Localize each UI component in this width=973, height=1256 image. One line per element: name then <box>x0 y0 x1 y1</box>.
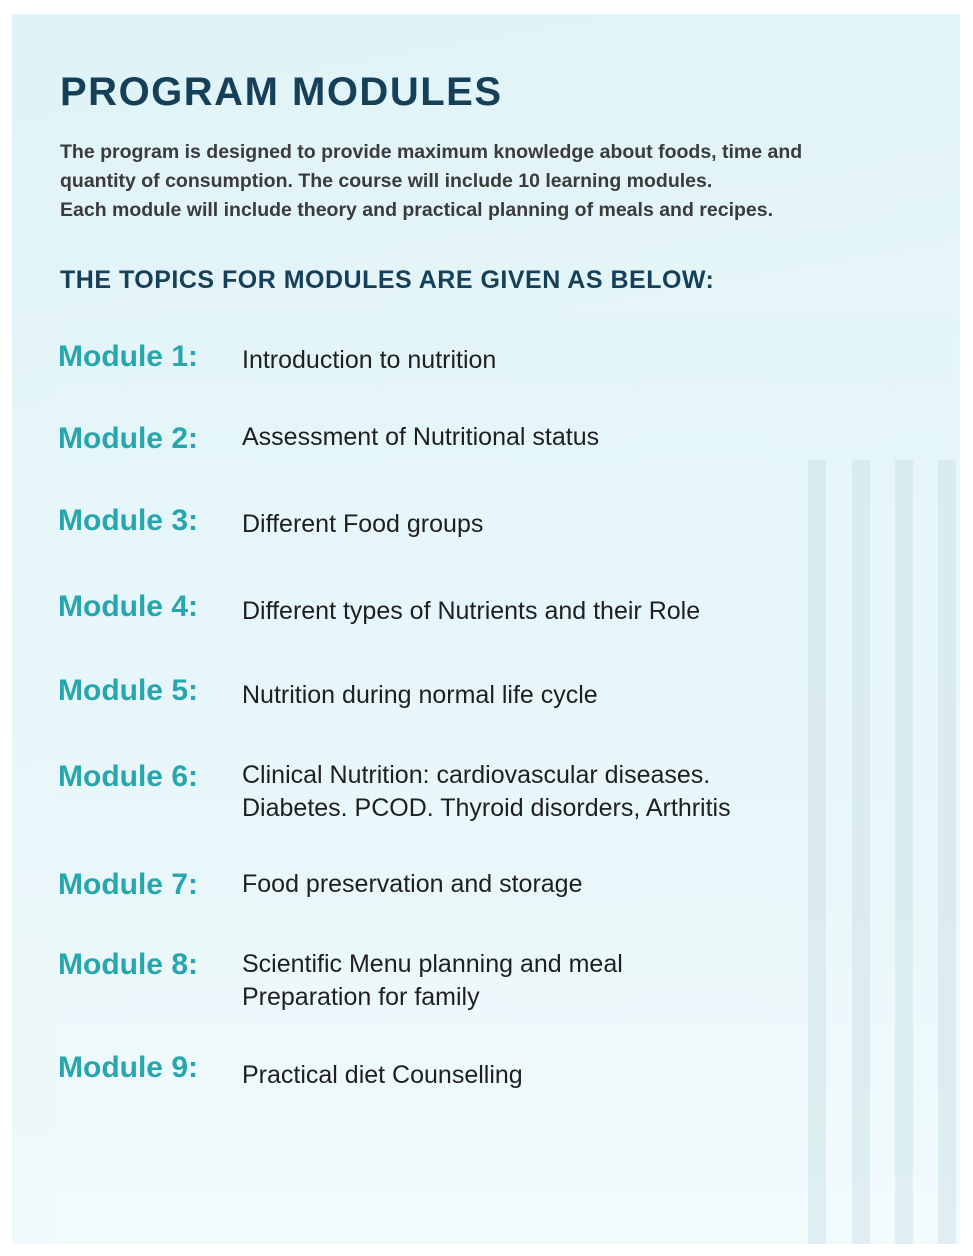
module-topic <box>242 1059 523 1092</box>
module-label: Module 9: <box>58 1051 198 1084</box>
module-topic-line: Nutrition during normal life cycle <box>242 681 598 709</box>
module-topic-line: Different types of Nutrients and their Role <box>242 597 701 625</box>
module-topic-line: Diabetes. PCOD. Thyroid disorders, Arthritis <box>242 794 731 822</box>
module-topic-line: Clinical Nutrition: cardiovascular diseases. <box>242 761 711 789</box>
module-topic-line: Preparation for family <box>242 983 480 1011</box>
module-label: Module 4: <box>58 590 198 623</box>
decorative-stripe <box>808 460 826 1244</box>
module-topic <box>242 508 483 541</box>
module-label: Module 8: <box>58 948 198 981</box>
module-topic-line: Scientific Menu planning and meal <box>242 950 623 978</box>
module-topic-line: Assessment of Nutritional status <box>242 423 600 451</box>
module-topic-line: Introduction to nutrition <box>242 346 497 374</box>
module-topic <box>242 759 731 825</box>
module-topic <box>242 421 599 454</box>
module-topic-line: Practical diet Counselling <box>242 1061 523 1089</box>
module-topic-line: Food preservation and storage <box>242 870 583 898</box>
module-label: Module 3: <box>58 504 198 537</box>
module-label: Module 2: <box>58 422 198 455</box>
decorative-stripe <box>895 460 913 1244</box>
module-label: Module 6: <box>58 760 198 793</box>
module-topic <box>242 679 598 712</box>
module-topic <box>242 595 700 628</box>
decorative-stripe <box>938 460 956 1244</box>
intro-line: The program is designed to provide maximum knowledge about foods, time and <box>60 141 803 163</box>
module-label: Module 1: <box>58 340 198 373</box>
intro-line: quantity of consumption. The course will include 10 learning modules. <box>60 170 713 192</box>
intro-line: Each module will include theory and practical planning of meals and recipes. <box>60 199 774 221</box>
intro-paragraph <box>60 138 940 225</box>
module-label: Module 7: <box>58 868 198 901</box>
module-topic <box>242 344 496 377</box>
decorative-stripe <box>852 460 870 1244</box>
section-subtitle: THE TOPICS FOR MODULES ARE GIVEN AS BELOW: <box>60 266 715 294</box>
page-title: PROGRAM MODULES <box>60 70 503 114</box>
module-label: Module 5: <box>58 674 198 707</box>
module-topic <box>242 868 583 901</box>
module-topic <box>242 948 623 1014</box>
module-topic-line: Different Food groups <box>242 510 484 538</box>
